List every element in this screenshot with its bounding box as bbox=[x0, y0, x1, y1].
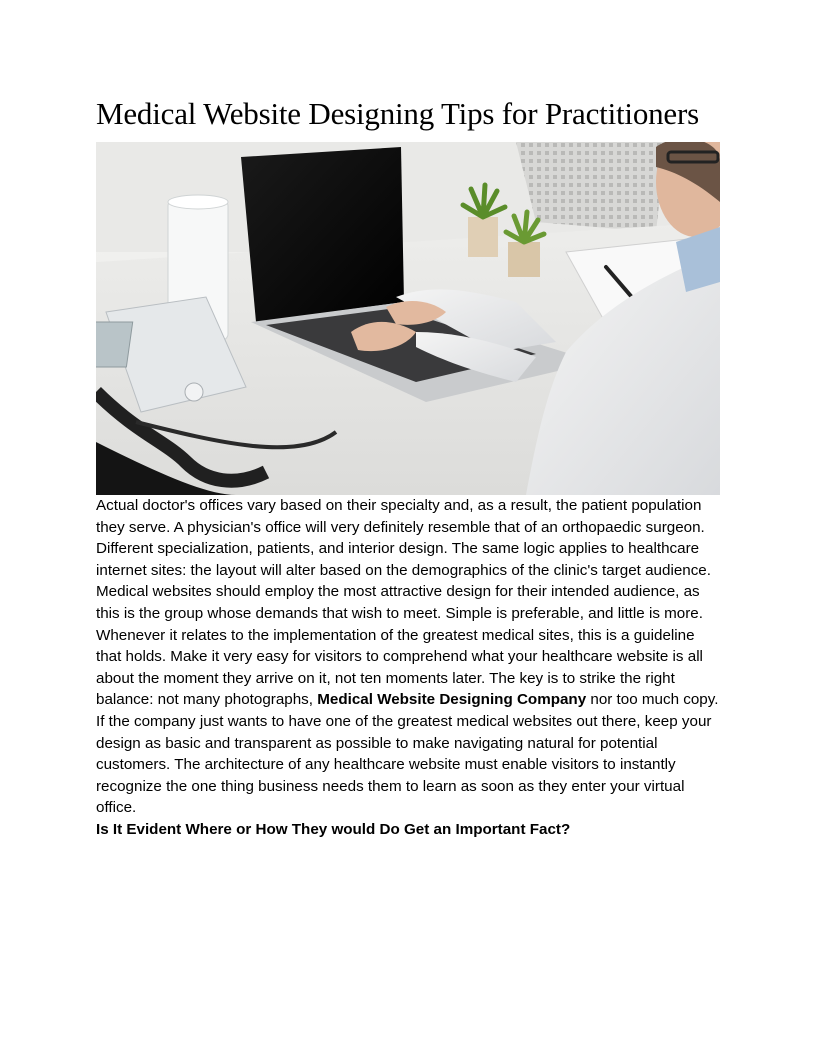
paragraph-1: Actual doctor's offices vary based on their specialty and, as a result, the patient population they serve. A physician's office will very definitely resemble that of an orthopaedic surgeon. Different specialization, patients, and interior design. The same logic applies to healthcare internet sites: the layout will alter based on the demographics of the clinic's target audience. bbox=[96, 497, 711, 579]
paragraph-2 bbox=[96, 581, 720, 711]
section-heading: Is It Evident Where or How They would Do Get an Important Fact? bbox=[96, 820, 571, 838]
company-link-text: Medical Website Designing Company bbox=[317, 691, 587, 709]
page-title: Medical Website Designing Tips for Practitioners bbox=[96, 96, 699, 131]
paragraph-3: If the company just wants to have one of the greatest medical websites out there, keep your design as basic and transparent as possible to make navigating natural for potential customers. The architecture of any healthcare website must enable visitors to instantly recognize the one thing business needs them to learn as soon as they enter your virtual office. bbox=[96, 712, 712, 817]
paragraph-2-text-start: Medical websites should employ the most attractive design for their intended audience, as this is the group whose demands that wish to meet. Simple is preferable, and little is more. Whenever it relates to the implementation of the greatest medical sites, this is a guideline that holds. Make it very easy for visitors to comprehend what your healthcare website is all about the moment they arrive on it, not ten moments later. The key is to strike the right balance: not many photographs, bbox=[96, 583, 703, 709]
document-page bbox=[96, 96, 720, 841]
doctor-at-laptop-photo bbox=[96, 142, 720, 495]
paragraph-2-text-end: nor too much copy. bbox=[586, 691, 719, 709]
